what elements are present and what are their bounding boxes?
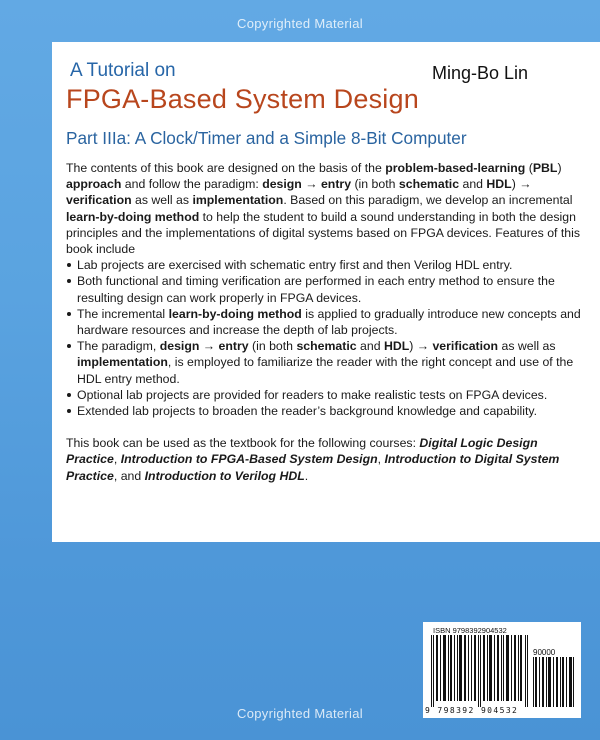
isbn-label: ISBN 9798392904532 — [433, 626, 507, 635]
isbn-digits: 9 798392 904532 — [425, 706, 519, 715]
title-prefix: A Tutorial on — [70, 60, 176, 81]
blurb — [66, 160, 591, 484]
list-item: Lab projects are exercised with schematic entry first and then Verilog HDL entry. — [66, 257, 591, 273]
price-code: 90000 — [533, 648, 556, 657]
book-subtitle: Part IIIa: A Clock/Timer and a Simple 8-Bit Computer — [66, 128, 467, 148]
back-cover-panel — [52, 42, 600, 542]
watermark-top: Copyrighted Material — [237, 16, 363, 31]
intro-paragraph: The contents of this book are designed on the basis of the problem-based-learning (PBL) approach and follow the paradigm: design → entry (in both schematic and HDL) → verification as well as implementation. Based on this paradigm, we develop an incremental learn-by-doing method to help the student to build a sound understanding in both the design principles and the implementations of digital systems based on FPGA devices. Features of this book include — [66, 161, 580, 257]
list-item: Extended lab projects to broaden the reader’s background knowledge and capability. — [66, 403, 591, 419]
isbn-barcode — [423, 622, 581, 718]
watermark-bottom: Copyrighted Material — [237, 706, 363, 721]
list-item: The paradigm, design → entry (in both schematic and HDL) → verification as well as implementation, is employed to familiarize the reader with the right concept and use of the HDL entry method. — [66, 338, 591, 387]
addon-barcode-icon — [533, 657, 575, 707]
list-item: Optional lab projects are provided for readers to make realistic tests on FPGA devices. — [66, 387, 591, 403]
feature-list — [66, 257, 591, 419]
author-name: Ming-Bo Lin — [432, 63, 529, 83]
spacer — [66, 419, 591, 435]
courses-paragraph: This book can be used as the textbook for the following courses: Digital Logic Design Practice, Introduction to FPGA-Based System Design, Introduction to Digital System Practice, and Introduction to Verilog HDL. — [66, 436, 560, 483]
list-item: The incremental learn-by-doing method is applied to gradually introduce new concepts and hardware resources and increase the depth of lab projects. — [66, 306, 591, 338]
book-title: FPGA-Based System Design — [66, 84, 419, 114]
barcode-bars-icon — [431, 635, 529, 707]
list-item: Both functional and timing verification are performed in each entry method to ensure the resulting design can work properly in FPGA devices. — [66, 273, 591, 305]
